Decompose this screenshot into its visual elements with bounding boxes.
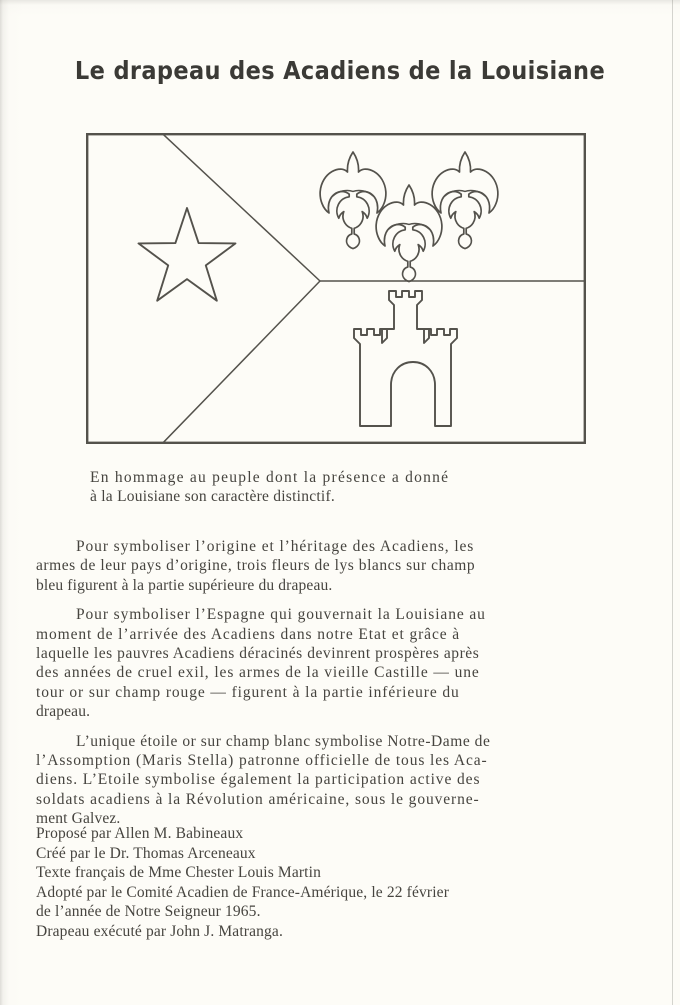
- paragraph-line: ment Galvez.: [36, 810, 121, 828]
- paragraph-line: moment de l’arrivée des Acadiens dans notre Etat et grâce à: [36, 625, 461, 643]
- fleur-de-lys-left: [320, 152, 386, 249]
- paragraph-line: des années de cruel exil, les armes de la vieille Castille — une: [36, 664, 480, 682]
- credit-proposed-by: Proposé par Allen M. Babineaux: [36, 825, 244, 842]
- flag-diagonal-lower: [163, 281, 320, 443]
- credit-flag-executed-by: Drapeau exécuté par John J. Matranga.: [36, 922, 283, 940]
- flag-caption: [90, 468, 560, 506]
- paragraph-line: Pour symboliser l’origine et l’héritage des Acadiens, les: [76, 538, 475, 555]
- body-text: [36, 537, 644, 839]
- credit-adopted-by-line-2: de l’année de Notre Seigneur 1965.: [36, 903, 261, 921]
- credits-block: [36, 824, 644, 942]
- paragraph-line: tour or sur champ rouge — figurent à la partie inférieure du: [36, 683, 460, 701]
- paragraph-line: soldats acadiens à la Révolution américaine, sous le gouverne-: [36, 790, 480, 808]
- paragraph-line: l’Assomption (Maris Stella) patronne officielle de tous les Aca-: [36, 752, 488, 770]
- fleur-de-lys-group: [320, 152, 498, 282]
- page-title: Le drapeau des Acadiens de la Louisiane: [74, 56, 606, 85]
- credit-created-by: Créé par le Dr. Thomas Arceneaux: [36, 844, 256, 862]
- caption-line-2: à la Louisiane son caractère distinctif.: [90, 488, 335, 505]
- paragraph-line: armes de leur pays d’origine, trois fleurs de lys blancs sur champ: [36, 557, 476, 575]
- paragraph-etoile: [36, 732, 644, 829]
- castle-charge: [354, 291, 457, 426]
- star-charge: [139, 208, 236, 301]
- flag-drawing: [86, 133, 586, 444]
- caption-line-1: En hommage au peuple dont la présence a donné: [90, 469, 450, 486]
- credit-french-text-by: Texte français de Mme Chester Louis Martin: [36, 864, 321, 882]
- credit-adopted-by-line-1: Adopté par le Comité Acadien de France-Amérique, le 22 février: [36, 883, 450, 901]
- paragraph-line: L’unique étoile or sur champ blanc symbolise Notre-Dame de: [76, 732, 491, 750]
- flag-illustration: [86, 133, 586, 444]
- fleur-de-lys-right: [432, 152, 498, 249]
- paragraph-line: drapeau.: [36, 703, 91, 721]
- paragraph-line: Pour symboliser l’Espagne qui gouvernait la Louisiane au: [76, 606, 486, 624]
- paragraph-line: bleu figurent à la partie supérieure du drapeau.: [36, 576, 333, 594]
- paragraph-castille: [36, 605, 644, 721]
- paragraph-line: diens. L’Etoile symbolise également la participation active des: [36, 771, 481, 789]
- paragraph-line: laquelle les pauvres Acadiens déracinés devinrent prospères après: [36, 645, 480, 663]
- paragraph-fleurs-de-lys: [36, 537, 644, 595]
